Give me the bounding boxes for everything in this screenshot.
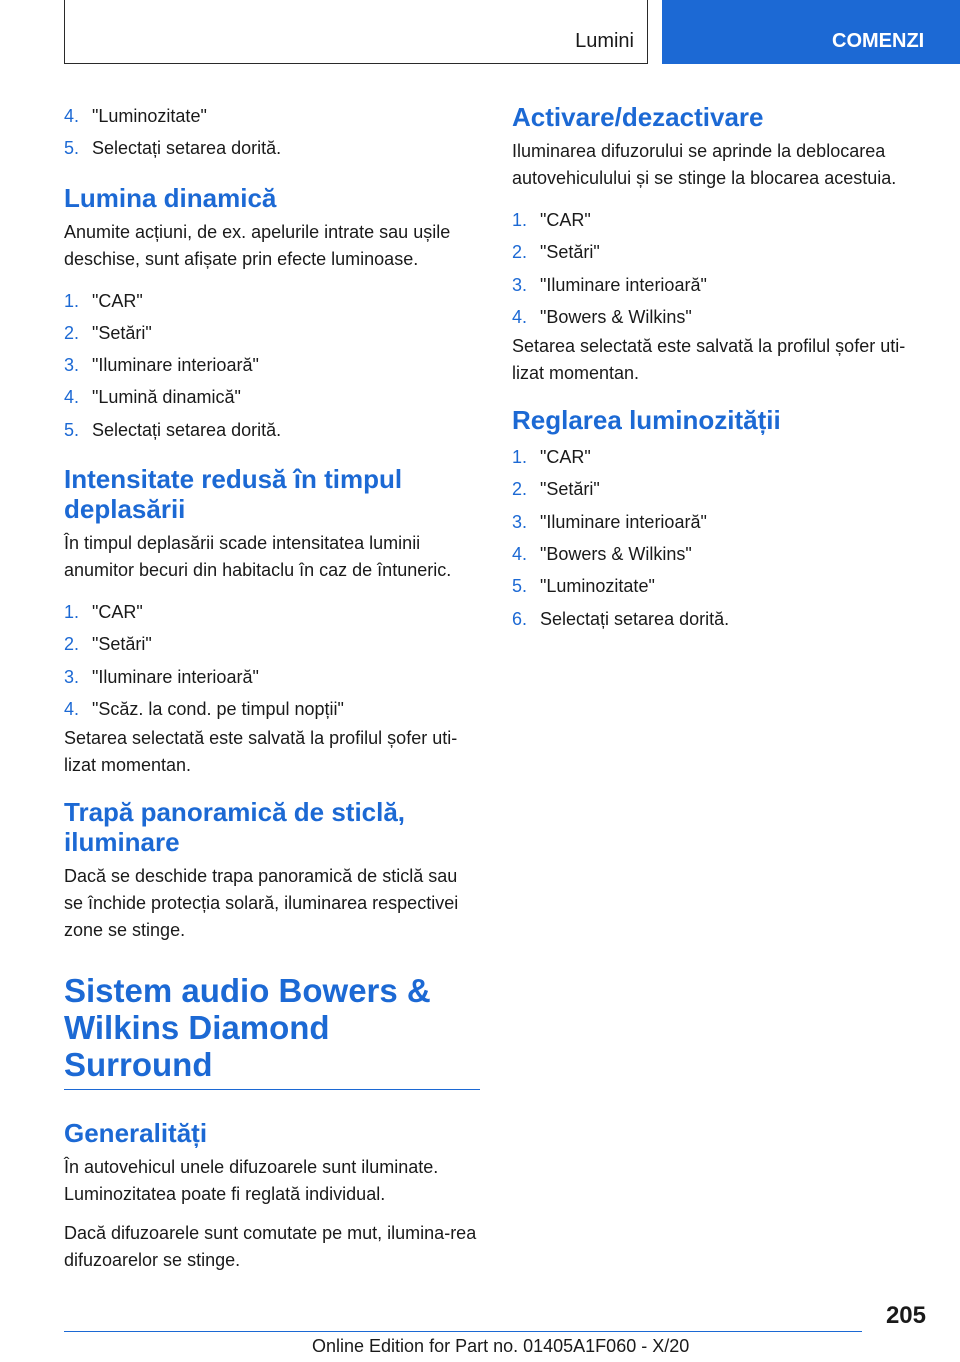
dynamic-light-text: Anumite acțiuni, de ex. apelurile intrate sau ușile deschise, sunt afișate prin efecte luminoase. [64, 221, 451, 269]
general-text-2: Dacă difuzoarele sunt comutate pe mut, ilumina-rea difuzoarelor se stinge. [64, 1223, 477, 1271]
step-number: 4. [64, 106, 80, 126]
header-frame [64, 0, 648, 64]
step-text: "Bowers & Wilkins" [540, 544, 692, 565]
left-column [64, 100, 480, 1286]
activate-heading: Activare/dezactivare [512, 102, 764, 132]
list-item [512, 538, 926, 570]
list-item [512, 441, 926, 473]
list-item [64, 349, 480, 381]
step-text: "Bowers & Wilkins" [540, 306, 692, 327]
step-text: "Luminozitate" [92, 106, 207, 126]
step-text: Selectați setarea dorită. [540, 608, 730, 629]
list-item [512, 236, 926, 268]
step-number: 6. [512, 608, 528, 629]
step-number: 3. [64, 355, 80, 376]
list-item [512, 603, 926, 635]
panoramic-roof-heading: Trapă panoramică de sticlă, iluminare [64, 797, 406, 858]
list-item [64, 414, 480, 446]
general-heading: Generalități [64, 1118, 208, 1149]
list-item [64, 381, 480, 413]
audio-system-heading: Sistem audio Bowers & Wilkins Diamond Surround [64, 972, 480, 1090]
brightness-heading: Reglarea luminozității [512, 405, 781, 436]
list-item [64, 132, 480, 164]
step-text: "Iluminare interioară" [540, 274, 707, 295]
step-text: "Setări" [92, 322, 152, 343]
general-text-1: În autovehicul unele difuzoarele sunt iluminate. Luminozitatea poate fi reglată individual. [64, 1157, 439, 1205]
step-number: 4. [64, 387, 80, 408]
list-item [64, 693, 480, 725]
page-number: 205 [885, 1302, 926, 1329]
list-item [64, 317, 480, 349]
dynamic-light-steps [64, 285, 480, 446]
list-item [64, 628, 480, 660]
step-number: 4. [512, 306, 528, 327]
reduced-intensity-note: Setarea selectată este salvată la profilul șofer uti-lizat momentan. [64, 728, 458, 776]
list-item [512, 506, 926, 538]
step-text: "Luminozitate" [540, 576, 655, 597]
step-number: 1. [512, 210, 528, 230]
step-number: 3. [512, 511, 528, 532]
activate-text: Iluminarea difuzorului se aprinde la deblocarea autovehiculului și se stinge la blocarea acestuia. [512, 141, 897, 188]
list-item [512, 570, 926, 602]
step-number: 5. [64, 419, 80, 440]
activate-steps [512, 204, 926, 333]
step-number: 3. [64, 666, 80, 687]
intro-steps [64, 100, 480, 165]
step-number: 2. [64, 322, 80, 343]
step-text: "CAR" [540, 210, 591, 230]
section-title: Lumini [575, 30, 634, 52]
step-text: "CAR" [92, 602, 143, 623]
step-number: 5. [512, 576, 528, 597]
panoramic-roof-text: Dacă se deschide trapa panoramică de sticlă sau se închide protecția solară, iluminarea respectivei zone se stinge. [64, 866, 459, 941]
right-column [512, 100, 926, 635]
list-item [64, 100, 480, 132]
step-number: 4. [512, 544, 528, 565]
footer-rule [64, 1331, 862, 1332]
step-text: "Setări" [92, 634, 152, 655]
list-item [512, 269, 926, 301]
reduced-intensity-heading: Intensitate redusă în timpul deplasării [64, 464, 403, 525]
step-text: "Lumină dinamică" [92, 387, 241, 408]
step-text: Selectați setarea dorită. [92, 419, 282, 440]
step-text: "Scăz. la cond. pe timpul nopții" [92, 698, 344, 719]
step-text: "Iluminare interioară" [540, 511, 707, 532]
list-item [64, 285, 480, 317]
step-number: 4. [64, 698, 80, 719]
reduced-intensity-text: În timpul deplasării scade intensitatea luminii anumitor becuri din habitaclu în caz de întuneric. [64, 533, 452, 581]
step-number: 2. [512, 242, 528, 263]
step-text: Selectați setarea dorită. [92, 138, 282, 159]
step-text: "Setări" [540, 479, 600, 500]
list-item [512, 473, 926, 505]
step-number: 1. [64, 290, 80, 311]
list-item [512, 204, 926, 236]
step-number: 2. [64, 634, 80, 655]
step-text: "CAR" [92, 290, 143, 311]
step-text: "Iluminare interioară" [92, 666, 259, 687]
step-number: 1. [64, 602, 80, 623]
step-number: 5. [64, 138, 80, 159]
step-number: 3. [512, 274, 528, 295]
step-number: 1. [512, 447, 528, 468]
step-text: "Setări" [540, 242, 600, 263]
chapter-tab[interactable]: COMENZI [662, 0, 960, 64]
list-item [64, 661, 480, 693]
activate-note: Setarea selectată este salvată la profilul șofer uti-lizat momentan. [512, 336, 906, 384]
step-text: "CAR" [540, 447, 591, 468]
dynamic-light-heading: Lumina dinamică [64, 182, 277, 213]
brightness-steps [512, 441, 926, 635]
step-text: "Iluminare interioară" [92, 355, 259, 376]
footer-edition[interactable]: Online Edition for Part no. 01405A1F060 - X/20 [312, 1336, 690, 1356]
step-number: 2. [512, 479, 528, 500]
list-item [512, 301, 926, 333]
reduced-intensity-steps [64, 596, 480, 725]
list-item [64, 596, 480, 628]
